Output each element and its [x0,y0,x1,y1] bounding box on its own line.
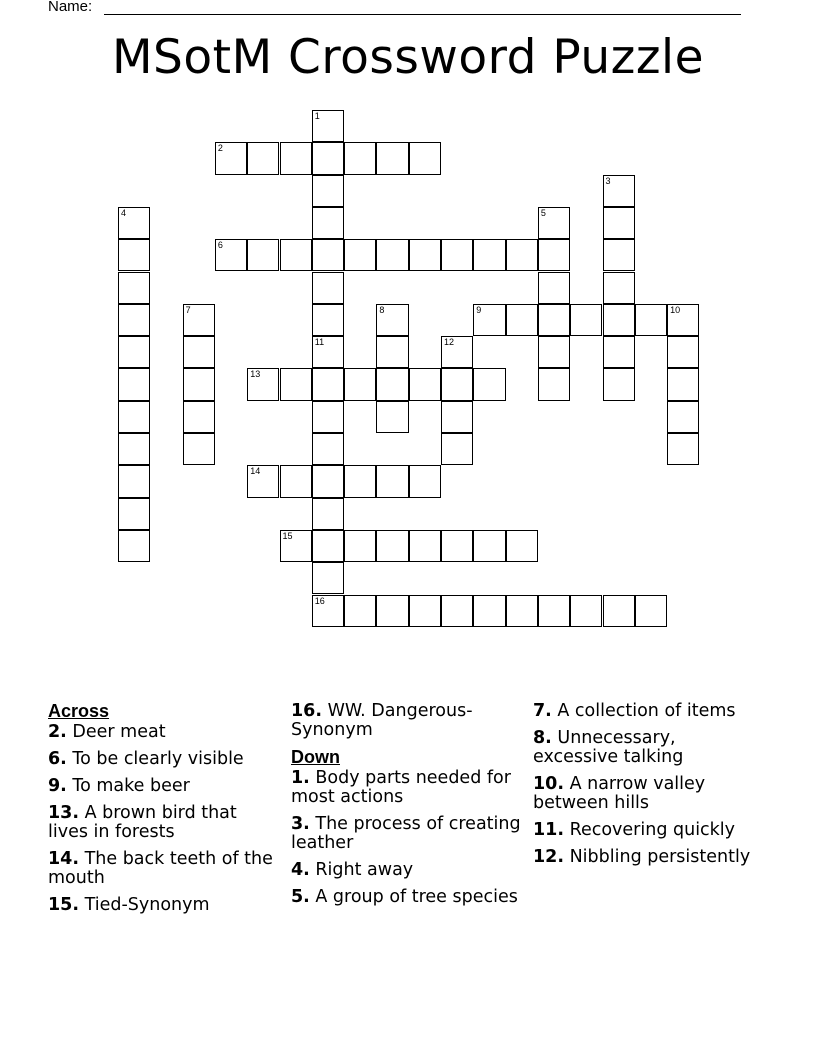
clue-item-number: 4. [291,860,310,880]
grid-cell[interactable] [118,239,150,271]
clue-item-number: 2. [48,722,67,742]
down-heading: Down [291,747,340,767]
grid-cell[interactable] [473,530,505,562]
grid-cell[interactable] [344,239,376,271]
clue-item-number: 12. [533,847,565,867]
grid-cell[interactable] [280,239,312,271]
clue-item-text: The process of creating leather [291,814,521,853]
clue-item-number: 6. [48,749,67,769]
clue-item [533,821,763,840]
clue-item-number: 16. [291,701,323,721]
grid-cell[interactable] [473,595,505,627]
grid-cell[interactable] [312,207,344,239]
clue-number: 16 [314,595,325,606]
grid-cell[interactable] [441,530,473,562]
grid-cell[interactable] [118,465,150,497]
grid-cell[interactable] [376,336,408,368]
grid-cell[interactable] [409,595,441,627]
grid-cell[interactable] [409,368,441,400]
clue-item-text: A brown bird that lives in forests [48,803,237,842]
clue-item-text: Nibbling persistently [564,847,751,867]
grid-cell[interactable] [118,433,150,465]
grid-cell[interactable] [247,465,279,497]
grid-cell[interactable] [312,142,344,174]
grid-cell[interactable] [538,368,570,400]
clue-item-number: 10. [533,774,565,794]
grid-cell[interactable] [183,336,215,368]
clue-item [48,850,278,888]
grid-cell[interactable] [183,433,215,465]
grid-cell[interactable] [344,595,376,627]
clue-number: 6 [217,240,223,251]
grid-cell[interactable] [409,239,441,271]
grid-cell[interactable] [441,368,473,400]
clue-item [291,815,521,853]
clue-item [291,888,521,907]
clue-item-text: To be clearly visible [66,749,244,769]
grid-cell[interactable] [538,595,570,627]
grid-cell[interactable] [538,336,570,368]
grid-cell[interactable] [312,465,344,497]
grid-cell[interactable] [118,207,150,239]
grid-cell[interactable] [441,401,473,433]
clue-item-text: Tied-Synonym [79,895,210,915]
clue-item-text: A narrow valley between hills [533,774,706,813]
grid-cell[interactable] [118,401,150,433]
grid-cell[interactable] [247,239,279,271]
grid-cell[interactable] [538,207,570,239]
grid-cell[interactable] [506,239,538,271]
clue-number: 1 [314,111,320,121]
grid-cell[interactable] [376,465,408,497]
grid-cell[interactable] [667,433,699,465]
grid-cell[interactable] [376,595,408,627]
clue-column-3 [533,702,763,875]
clue-item [291,769,521,807]
clue-number: 4 [121,207,127,218]
clue-number: 12 [444,337,455,348]
grid-cell[interactable] [538,272,570,304]
grid-cell[interactable] [409,465,441,497]
clue-item-number: 11. [533,820,565,840]
grid-cell[interactable] [603,239,635,271]
down-clue-list [291,769,521,907]
grid-cell[interactable] [376,368,408,400]
clue-item [533,775,763,813]
grid-cell[interactable] [376,304,408,336]
clue-item-number: 5. [291,887,310,907]
clue-number: 9 [476,304,482,315]
grid-cell[interactable] [247,368,279,400]
clue-number: 2 [217,143,223,154]
clue-item-number: 14. [48,849,80,869]
grid-cell[interactable] [280,465,312,497]
grid-cell[interactable] [603,336,635,368]
grid-cell[interactable] [667,336,699,368]
grid-cell[interactable] [312,498,344,530]
clue-number: 15 [282,530,293,541]
clue-number: 13 [250,369,261,380]
clue-item-number: 7. [533,701,552,721]
grid-cell[interactable] [441,433,473,465]
grid-cell[interactable] [312,433,344,465]
grid-cell[interactable] [635,595,667,627]
grid-cell[interactable] [344,530,376,562]
clue-number: 8 [379,304,385,315]
grid-cell[interactable] [667,401,699,433]
grid-cell[interactable] [570,304,602,336]
grid-cell[interactable] [603,207,635,239]
grid-cell[interactable] [376,142,408,174]
clue-item [48,804,278,842]
grid-cell[interactable] [344,368,376,400]
clue-number: 14 [250,466,261,477]
grid-cell[interactable] [603,595,635,627]
grid-cell[interactable] [118,498,150,530]
grid-cell[interactable] [280,142,312,174]
grid-cell[interactable] [344,142,376,174]
grid-cell[interactable] [538,239,570,271]
grid-cell[interactable] [183,304,215,336]
clue-item [48,896,278,915]
name-label: Name: [48,0,93,15]
grid-cell[interactable] [280,530,312,562]
grid-cell[interactable] [667,304,699,336]
grid-cell[interactable] [118,336,150,368]
grid-cell[interactable] [312,401,344,433]
grid-cell[interactable] [506,304,538,336]
grid-cell[interactable] [118,368,150,400]
grid-cell[interactable] [506,595,538,627]
across-heading: Across [48,701,110,721]
grid-cell[interactable] [215,239,247,271]
grid-cell[interactable] [118,304,150,336]
clue-item-text: A collection of items [551,701,736,721]
grid-cell[interactable] [667,368,699,400]
grid-cell[interactable] [312,595,344,627]
across-clue-list [48,723,278,915]
grid-cell[interactable] [473,239,505,271]
clue-number: 11 [314,337,325,348]
clue-item-number: 1. [291,768,310,788]
grid-cell[interactable] [312,239,344,271]
clue-item-text: The back teeth of the mouth [48,849,273,888]
grid-cell[interactable] [441,239,473,271]
grid-cell[interactable] [118,272,150,304]
clue-item-text: WW. Dangerous-Synonym [291,701,473,740]
grid-cell[interactable] [441,336,473,368]
clue-item-number: 9. [48,776,67,796]
grid-cell[interactable] [247,142,279,174]
clue-item-text: To make beer [66,776,190,796]
clue-item [533,729,763,767]
clue-item [48,723,278,742]
grid-cell[interactable] [183,401,215,433]
grid-cell[interactable] [183,368,215,400]
clue-number: 3 [605,175,611,186]
clue-item-number: 3. [291,814,310,834]
clue-item [291,702,521,740]
clue-item [533,848,763,867]
grid-cell[interactable] [603,368,635,400]
clue-column-2 [291,702,521,915]
clue-item-text: Recovering quickly [564,820,736,840]
grid-cell[interactable] [473,368,505,400]
grid-cell[interactable] [635,304,667,336]
clue-item [291,861,521,880]
grid-cell[interactable] [376,239,408,271]
clue-item-text: Unnecessary, excessive talking [533,728,684,767]
clue-item-number: 13. [48,803,80,823]
down-clue-list-continued [533,702,763,867]
grid-cell[interactable] [570,595,602,627]
grid-cell[interactable] [312,336,344,368]
grid-cell[interactable] [603,304,635,336]
grid-cell[interactable] [538,304,570,336]
clue-item-text: Right away [309,860,414,880]
grid-cell[interactable] [312,368,344,400]
grid-cell[interactable] [118,530,150,562]
clue-item-number: 8. [533,728,552,748]
grid-cell[interactable] [215,142,247,174]
clue-item [48,777,278,796]
page-title: MSotM Crossword Puzzle [112,30,704,85]
grid-cell[interactable] [280,368,312,400]
grid-cell[interactable] [409,530,441,562]
grid-cell[interactable] [506,530,538,562]
clue-number: 5 [540,207,546,218]
grid-cell[interactable] [376,530,408,562]
grid-cell[interactable] [376,401,408,433]
clue-number: 10 [670,304,681,315]
clue-item-text: Deer meat [66,722,166,742]
grid-cell[interactable] [312,304,344,336]
grid-cell[interactable] [312,562,344,594]
across-clue-list-continued [291,702,521,740]
clue-column-1 [48,702,278,923]
clue-number: 7 [185,304,191,315]
clue-item [533,702,763,721]
clue-item-text: A group of tree species [309,887,518,907]
grid-cell[interactable] [409,142,441,174]
clue-item [48,750,278,769]
clue-item-number: 15. [48,895,80,915]
grid-cell[interactable] [312,110,344,142]
grid-cell[interactable] [603,175,635,207]
grid-cell[interactable] [344,465,376,497]
grid-cell[interactable] [312,175,344,207]
grid-cell[interactable] [312,272,344,304]
clue-item-text: Body parts needed for most actions [291,768,511,807]
grid-cell[interactable] [473,304,505,336]
grid-cell[interactable] [441,595,473,627]
grid-cell[interactable] [312,530,344,562]
grid-cell[interactable] [603,272,635,304]
